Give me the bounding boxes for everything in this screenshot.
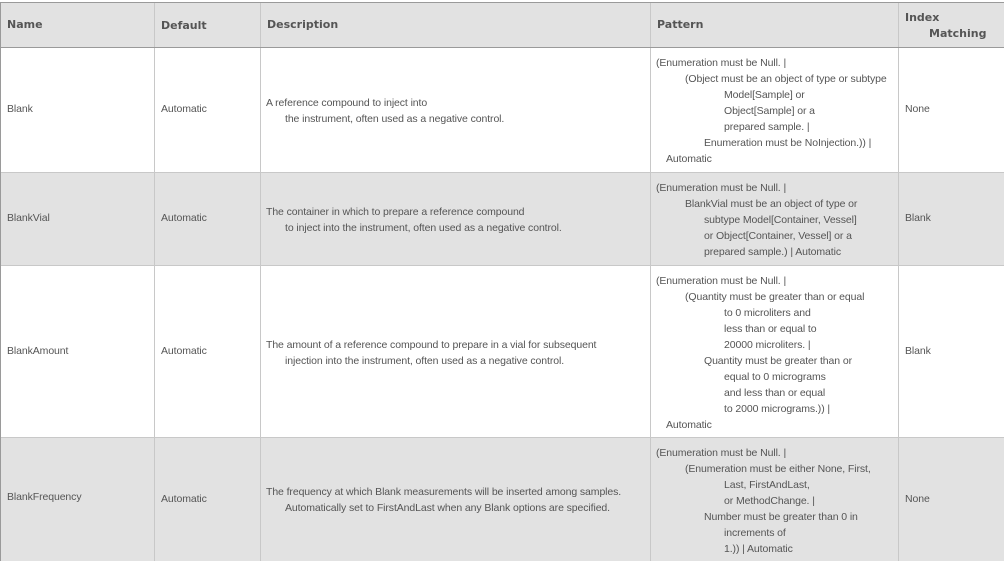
row-pattern: (Enumeration must be Null. | BlankVial must be an object of type or subtype Model[Container, Vessel] or Object[Container, Vessel] or a prepared sample.) | Automatic [656, 182, 858, 258]
options-table [0, 2, 1004, 561]
header-name: Name [7, 18, 43, 31]
row-index-matching: Blank [905, 212, 931, 224]
header-cell-default [154, 3, 260, 47]
table-row [1, 172, 1004, 265]
header-description: Description [267, 18, 339, 31]
header-cell-index-matching [898, 3, 1004, 47]
row-default: Automatic [161, 212, 207, 224]
row-description: The amount of a reference compound to prepare in a vial for subsequent injection into the instrument, often used as a negative control. [266, 339, 597, 367]
row-pattern: (Enumeration must be Null. | (Enumeration must be either None, First, Last, FirstAndLast, or MethodChange. | Number must be greater than 0 in increments of 1.)) | Automatic [656, 447, 871, 555]
row-description: The container in which to prepare a reference compound to inject into the instrument, often used as a negative control. [266, 206, 562, 234]
header-default: Default [161, 19, 207, 32]
table-row [1, 265, 1004, 437]
header-pattern: Pattern [657, 18, 704, 31]
row-index-matching: None [905, 493, 930, 505]
row-name: BlankVial [7, 212, 50, 224]
row-name: BlankAmount [7, 345, 69, 357]
table-row [1, 437, 1004, 561]
row-index-matching: None [905, 103, 930, 115]
row-default: Automatic [161, 103, 207, 115]
row-index-matching: Blank [905, 345, 931, 357]
header-index: Index [905, 11, 940, 24]
row-pattern: (Enumeration must be Null. | (Quantity must be greater than or equal to 0 microliters and less than or equal to 20000 microliters. | Quantity must be greater than or equal to 0 micrograms and less than or equal to 2000 micrograms.)) | Automatic [656, 275, 865, 431]
row-default: Automatic [161, 345, 207, 357]
table-header-row [1, 3, 1004, 48]
row-name: Blank [7, 103, 33, 115]
row-description: The frequency at which Blank measurements will be inserted among samples. Automatically set to FirstAndLast when any Blank options are specified. [266, 486, 622, 514]
table-row [1, 48, 1004, 172]
row-pattern: (Enumeration must be Null. | (Object must be an object of type or subtype Model[Sample] or Object[Sample] or a prepared sample. | Enumeration must be NoInjection.)) | Automatic [656, 57, 887, 165]
row-description: A reference compound to inject into the instrument, often used as a negative control. [266, 97, 505, 125]
header-cell-pattern [650, 3, 898, 47]
header-cell-name [1, 3, 154, 47]
header-matching: Matching [929, 27, 987, 40]
header-cell-description [260, 3, 650, 47]
row-name: BlankFrequency [7, 491, 82, 503]
row-default: Automatic [161, 493, 207, 505]
